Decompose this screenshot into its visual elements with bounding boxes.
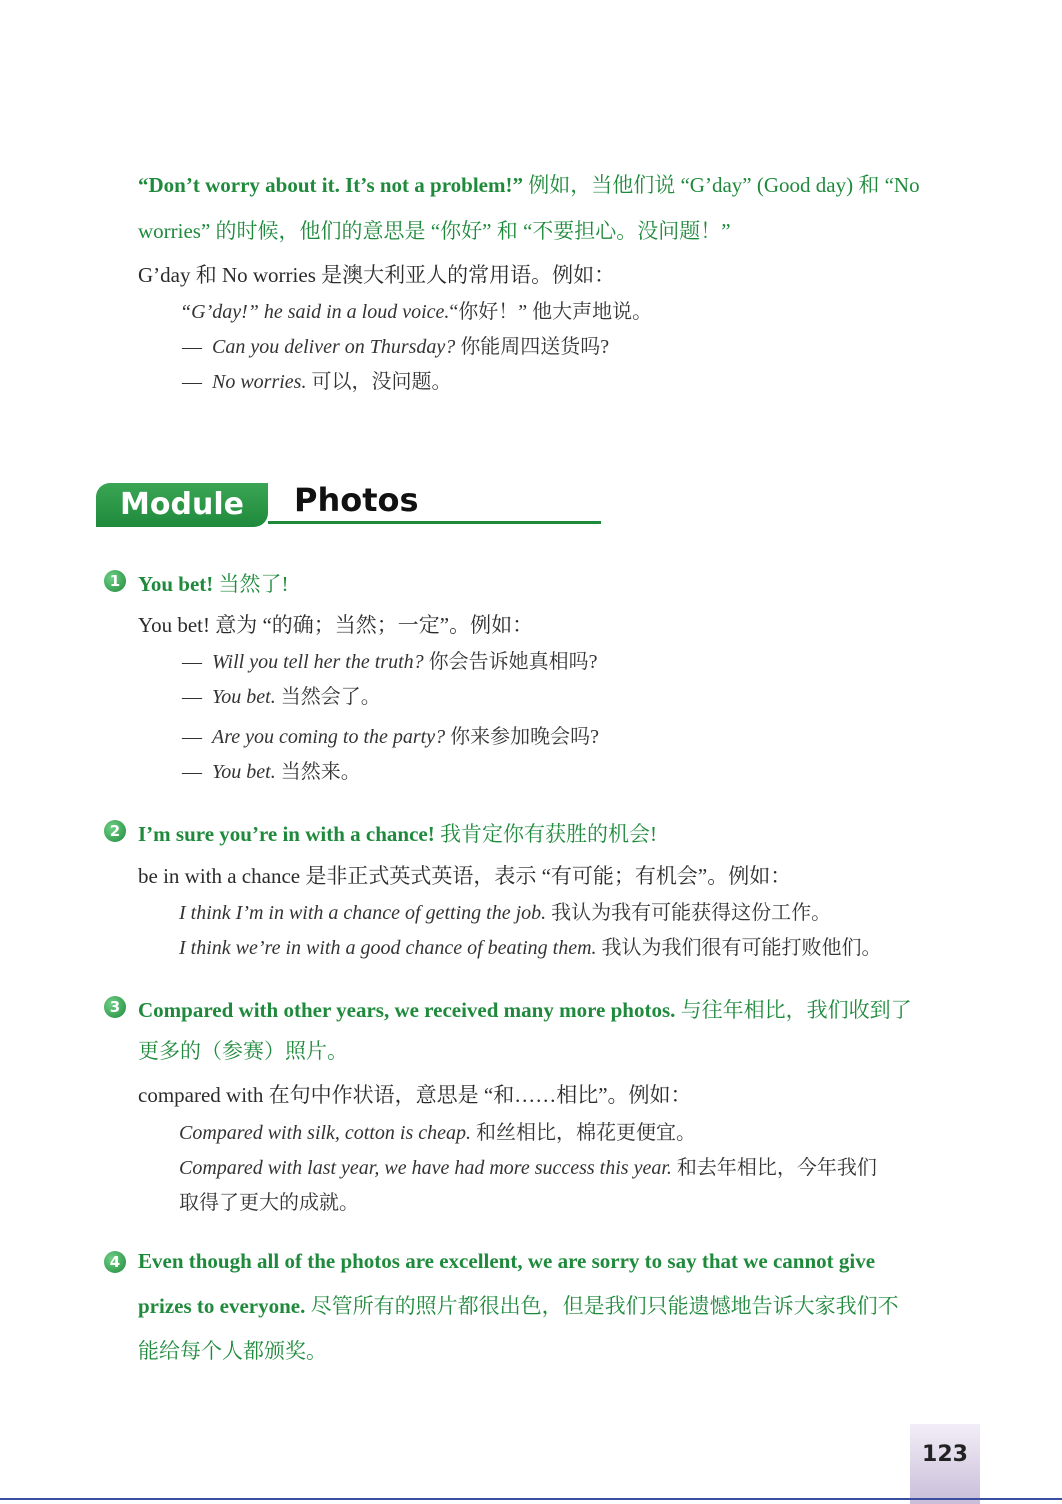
item-2-explanation: be in with a chance 是非正式英式英语，表示 “有可能；有机会”。例如：	[138, 864, 792, 888]
example-en: You bet.	[212, 686, 276, 708]
item-1-example-1	[182, 645, 598, 674]
intro-line-1	[138, 169, 920, 199]
item-1-example-2	[182, 680, 381, 709]
bottom-rule	[0, 1498, 1062, 1500]
dash-mark: —	[182, 726, 202, 748]
example-cn: 取得了更大的成就。	[179, 1192, 359, 1214]
item-3-example-2	[179, 1151, 877, 1180]
intro-example-2-cn: 你能周四送货吗?	[455, 336, 610, 358]
item-number-3-icon: 3	[104, 996, 126, 1018]
example-en: Will you tell her the truth?	[212, 651, 424, 673]
item-3-example-2-cont	[179, 1186, 359, 1215]
item-2-heading	[138, 818, 657, 848]
intro-line-1-rest: 例如，当他们说 “G’day” (Good day) 和 “No	[522, 173, 920, 197]
example-en: Compared with silk, cotton is cheap.	[179, 1122, 472, 1144]
dash-mark: —	[182, 761, 202, 783]
item-4-translation: 尽管所有的照片都很出色，但是我们只能遗憾地告诉大家我们不	[305, 1294, 899, 1318]
item-3-example-1	[179, 1116, 696, 1145]
item-1-explanation: You bet! 意为 “的确；当然；一定”。例如：	[138, 613, 534, 637]
dash-mark: —	[182, 651, 202, 673]
item-3-phrase: Compared with other years, we received many more photos.	[138, 998, 676, 1022]
intro-example-1-en: “G’day!” he said in a loud voice.	[180, 301, 450, 323]
item-number-1-icon: 1	[104, 570, 126, 592]
item-4-heading-line-2	[138, 1290, 899, 1320]
intro-phrase: “Don’t worry about it. It’s not a problem!”	[138, 173, 523, 197]
item-1-example-3	[182, 720, 599, 749]
item-2-phrase: I’m sure you’re in with a chance!	[138, 822, 435, 846]
item-4-phrase-cont: prizes to everyone.	[138, 1294, 306, 1318]
dash-mark: —	[182, 371, 202, 393]
example-en: I think we’re in with a good chance of beating them.	[179, 937, 597, 959]
item-4-heading: Even though all of the photos are excellent, we are sorry to say that we cannot give	[138, 1249, 876, 1273]
item-2-example-1	[179, 896, 831, 925]
item-3-explanation: compared with 在句中作状语，意思是 “和……相比”。例如：	[138, 1083, 692, 1107]
example-cn: 我认为我们很有可能打败他们。	[596, 937, 882, 959]
example-cn: 当然来。	[275, 761, 361, 783]
item-3-heading-cont: 更多的（参赛）照片。	[138, 1039, 348, 1063]
module-badge: Module 11	[96, 483, 268, 527]
example-en: Compared with last year, we have had more success this year.	[179, 1157, 672, 1179]
item-2-example-2	[179, 931, 882, 960]
example-en: You bet.	[212, 761, 276, 783]
item-1-heading	[138, 568, 289, 598]
intro-example-1	[180, 295, 652, 324]
item-4-translation-cont: 能给每个人都颁奖。	[138, 1339, 327, 1363]
example-cn: 你会告诉她真相吗?	[423, 651, 598, 673]
item-1-example-4	[182, 755, 361, 784]
dash-mark: —	[182, 686, 202, 708]
item-number-4-icon: 4	[104, 1251, 126, 1273]
item-1-phrase: You bet!	[138, 572, 214, 596]
module-title-underline	[268, 521, 601, 524]
intro-example-2	[182, 330, 609, 359]
example-cn: 和丝相比，棉花更便宜。	[471, 1122, 697, 1144]
intro-example-3	[182, 365, 451, 394]
intro-line-2: worries” 的时候，他们的意思是 “你好” 和 “不要担心。没问题！”	[138, 219, 731, 243]
intro-example-3-en: No worries.	[212, 371, 307, 393]
dash-mark: —	[182, 336, 202, 358]
item-2-translation: 我肯定你有获胜的机会!	[434, 822, 657, 846]
module-title: Photos	[294, 481, 419, 519]
page-number: 123	[922, 1442, 968, 1467]
intro-example-3-cn: 可以，没问题。	[306, 371, 452, 393]
example-en: Are you coming to the party?	[212, 726, 446, 748]
example-cn: 和去年相比，今年我们	[671, 1157, 877, 1179]
example-cn: 你来参加晚会吗?	[445, 726, 599, 748]
example-cn: 我认为我有可能获得这份工作。	[546, 902, 832, 924]
example-cn: 当然会了。	[275, 686, 381, 708]
item-number-2-icon: 2	[104, 820, 126, 842]
item-1-translation: 当然了!	[213, 572, 289, 596]
example-en: I think I’m in with a chance of getting the job.	[179, 902, 547, 924]
item-3-translation: 与往年相比，我们收到了	[675, 998, 912, 1022]
intro-example-2-en: Can you deliver on Thursday?	[212, 336, 456, 358]
intro-example-1-cn: “你好！” 他大声地说。	[449, 301, 653, 323]
intro-explanation: G’day 和 No worries 是澳大利亚人的常用语。例如：	[138, 263, 616, 287]
item-3-heading	[138, 994, 912, 1024]
